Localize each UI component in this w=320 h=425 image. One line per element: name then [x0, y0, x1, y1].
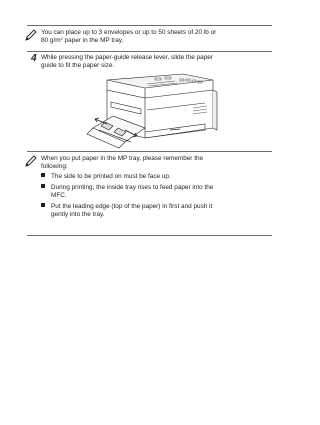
- list-item: During printing, the inside tray rises to feed paper into the MFC.: [41, 184, 213, 201]
- step-number: 4: [31, 53, 37, 64]
- pencil-note-icon: [25, 29, 37, 41]
- bullet-square-icon: [41, 184, 45, 188]
- list-item: Put the leading edge (top of the paper) in first and push it gently into the tray.: [41, 203, 212, 220]
- mfc-printer-illustration: [85, 72, 223, 149]
- note-text-line: You can place up to 3 envelopes or up to 50 sheets of 20 lb or: [41, 29, 217, 36]
- note-text-line: following:: [41, 163, 68, 170]
- pencil-note-icon: [25, 155, 37, 167]
- note-text-line: 80 $g/m^2$ paper in the MP tray.: [41, 36, 124, 44]
- bullet-square-icon: [41, 173, 45, 177]
- note-text-line: When you put paper in the MP tray, please remember the: [41, 155, 204, 162]
- step-instruction: While pressing the paper-guide release lever, slide the paper guide to fit the paper size.: [41, 54, 213, 70]
- note-box-envelopes: [27, 25, 272, 52]
- list-item: The side to be printed on must be face up.: [41, 173, 171, 181]
- note-box-mp-tray: [27, 151, 272, 236]
- bullet-square-icon: [41, 203, 45, 207]
